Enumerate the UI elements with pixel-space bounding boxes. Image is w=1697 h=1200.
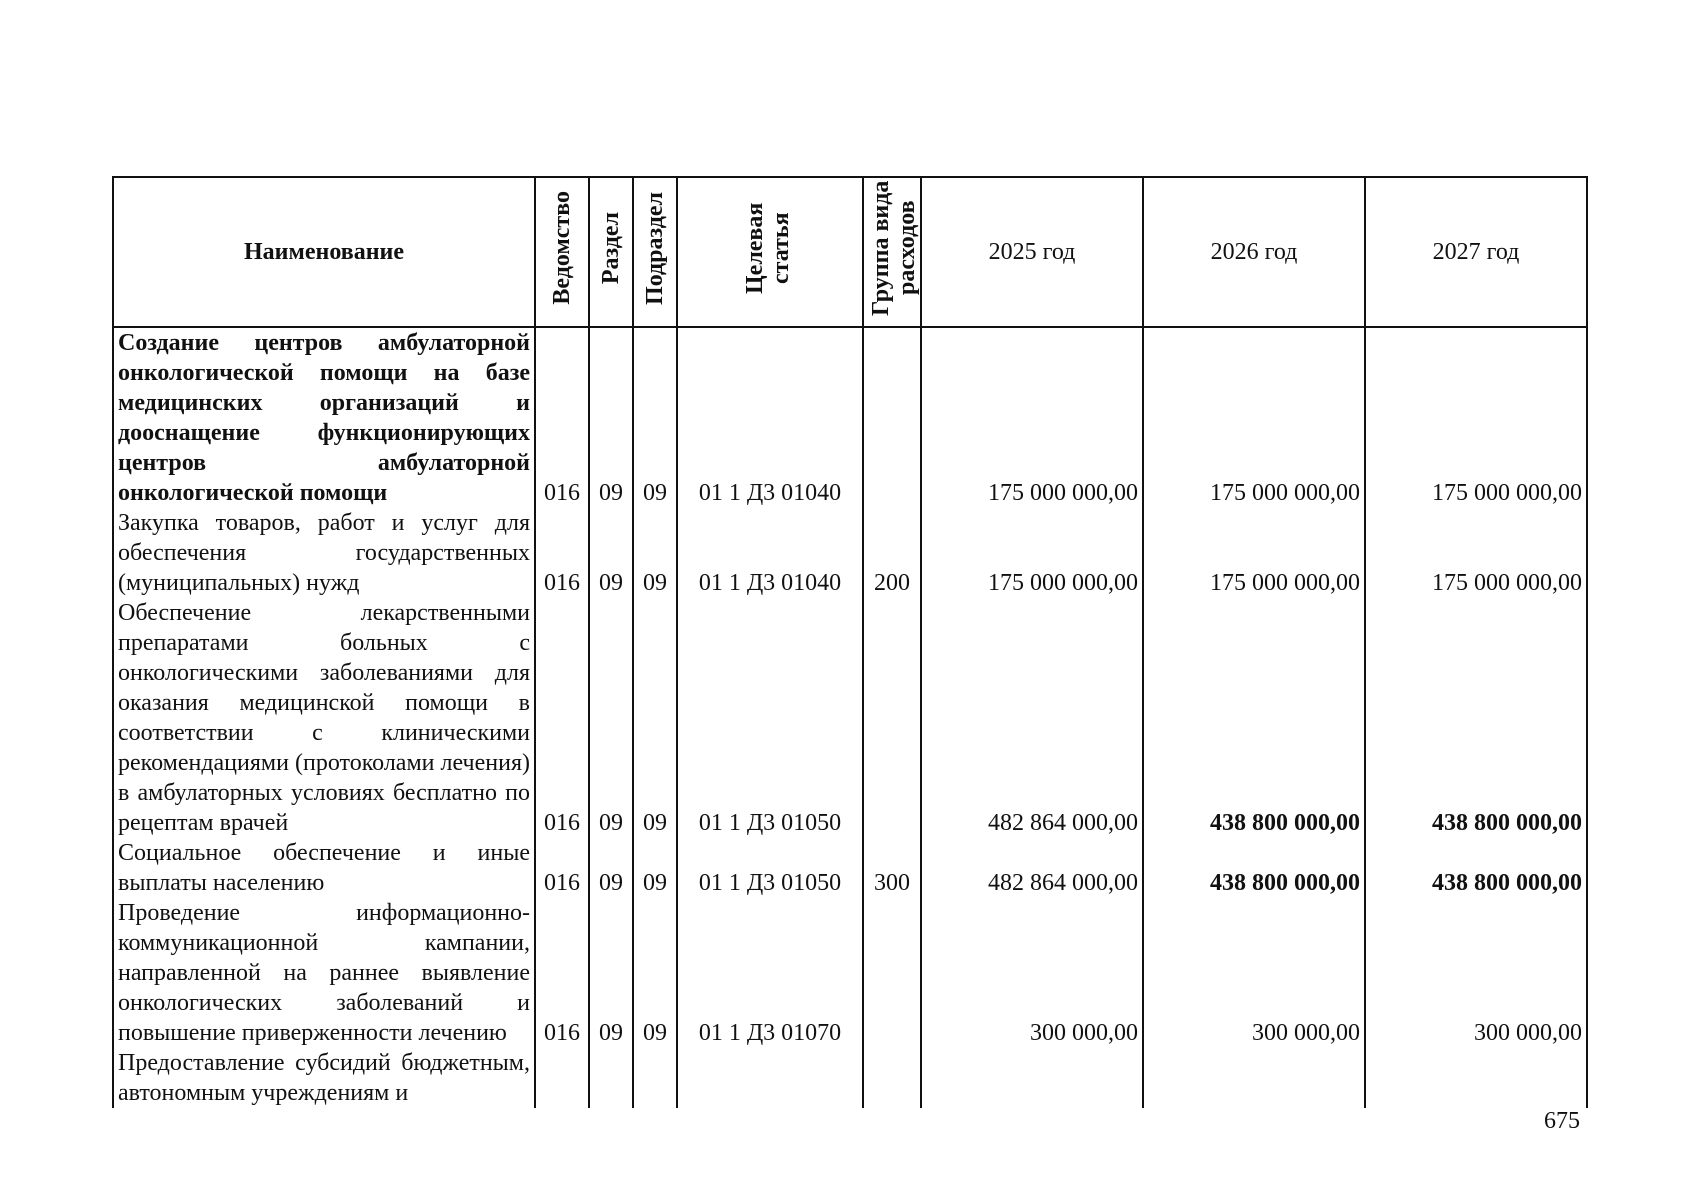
row-subsection: 09 (633, 598, 677, 838)
row-expense-group: 300 (863, 838, 921, 898)
row-expense-group (863, 598, 921, 838)
header-target-article: Целевая статья (677, 177, 863, 327)
row-2025: 482 864 000,00 (921, 838, 1143, 898)
table-row (113, 1048, 1587, 1108)
row-2025: 175 000 000,00 (921, 327, 1143, 508)
row-subsection: 09 (633, 838, 677, 898)
table-header (113, 177, 1587, 327)
row-department: 016 (535, 898, 589, 1048)
row-section: 09 (589, 898, 633, 1048)
row-target-article: 01 1 Д3 01040 (677, 508, 863, 598)
row-target-article (677, 1048, 863, 1108)
budget-table (112, 176, 1588, 1108)
row-2027: 175 000 000,00 (1365, 508, 1587, 598)
row-name: Создание центров амбулаторной онкологической помощи на базе медицинских организаций и дооснащение функционирующих центров амбулаторной онкологической помощи (113, 327, 535, 508)
row-2027: 175 000 000,00 (1365, 327, 1587, 508)
row-2025: 482 864 000,00 (921, 598, 1143, 838)
row-expense-group: 200 (863, 508, 921, 598)
header-2027: 2027 год (1365, 177, 1587, 327)
row-section (589, 1048, 633, 1108)
row-name: Проведение информационно-коммуникационной кампании, направленной на раннее выявление онкологических заболеваний и повышение приверженности лечению (113, 898, 535, 1048)
header-subsection: Подраздел (633, 177, 677, 327)
row-2026: 300 000,00 (1143, 898, 1365, 1048)
row-department (535, 1048, 589, 1108)
row-department: 016 (535, 598, 589, 838)
row-department: 016 (535, 327, 589, 508)
row-2026 (1143, 1048, 1365, 1108)
header-department: Ведомство (535, 177, 589, 327)
header-name: Наименование (113, 177, 535, 327)
row-target-article: 01 1 Д3 01040 (677, 327, 863, 508)
row-section: 09 (589, 327, 633, 508)
row-2026: 175 000 000,00 (1143, 327, 1365, 508)
row-2027: 438 800 000,00 (1365, 838, 1587, 898)
table-body (113, 327, 1587, 1108)
row-name: Закупка товаров, работ и услуг для обеспечения государственных (муниципальных) нужд (113, 508, 535, 598)
row-target-article: 01 1 Д3 01050 (677, 598, 863, 838)
row-2026: 175 000 000,00 (1143, 508, 1365, 598)
row-section: 09 (589, 598, 633, 838)
header-2025: 2025 год (921, 177, 1143, 327)
row-expense-group (863, 1048, 921, 1108)
row-subsection: 09 (633, 898, 677, 1048)
row-expense-group (863, 327, 921, 508)
table-row (113, 508, 1587, 598)
row-target-article: 01 1 Д3 01050 (677, 838, 863, 898)
row-2027: 300 000,00 (1365, 898, 1587, 1048)
row-department: 016 (535, 838, 589, 898)
row-subsection: 09 (633, 327, 677, 508)
row-2025: 175 000 000,00 (921, 508, 1143, 598)
row-2027 (1365, 1048, 1587, 1108)
row-2025 (921, 1048, 1143, 1108)
row-name: Предоставление субсидий бюджетным, автономным учреждениям и (113, 1048, 535, 1108)
table-row (113, 598, 1587, 838)
row-expense-group (863, 898, 921, 1048)
table-row (113, 838, 1587, 898)
row-section: 09 (589, 508, 633, 598)
table-row (113, 327, 1587, 508)
row-section: 09 (589, 838, 633, 898)
row-2027: 438 800 000,00 (1365, 598, 1587, 838)
header-expense-group: Группа вида расходов (863, 177, 921, 327)
header-section: Раздел (589, 177, 633, 327)
row-2026: 438 800 000,00 (1143, 598, 1365, 838)
row-2026: 438 800 000,00 (1143, 838, 1365, 898)
row-department: 016 (535, 508, 589, 598)
header-2026: 2026 год (1143, 177, 1365, 327)
table-row (113, 898, 1587, 1048)
row-subsection (633, 1048, 677, 1108)
row-name: Обеспечение лекарственными препаратами больных с онкологическими заболеваниями для оказания медицинской помощи в соответствии с клиническими рекомендациями (протоколами лечения) в амбулаторных условиях бесплатно по рецептам врачей (113, 598, 535, 838)
row-target-article: 01 1 Д3 01070 (677, 898, 863, 1048)
row-subsection: 09 (633, 508, 677, 598)
row-2025: 300 000,00 (921, 898, 1143, 1048)
page-number: 675 (1544, 1108, 1580, 1134)
row-name: Социальное обеспечение и иные выплаты населению (113, 838, 535, 898)
